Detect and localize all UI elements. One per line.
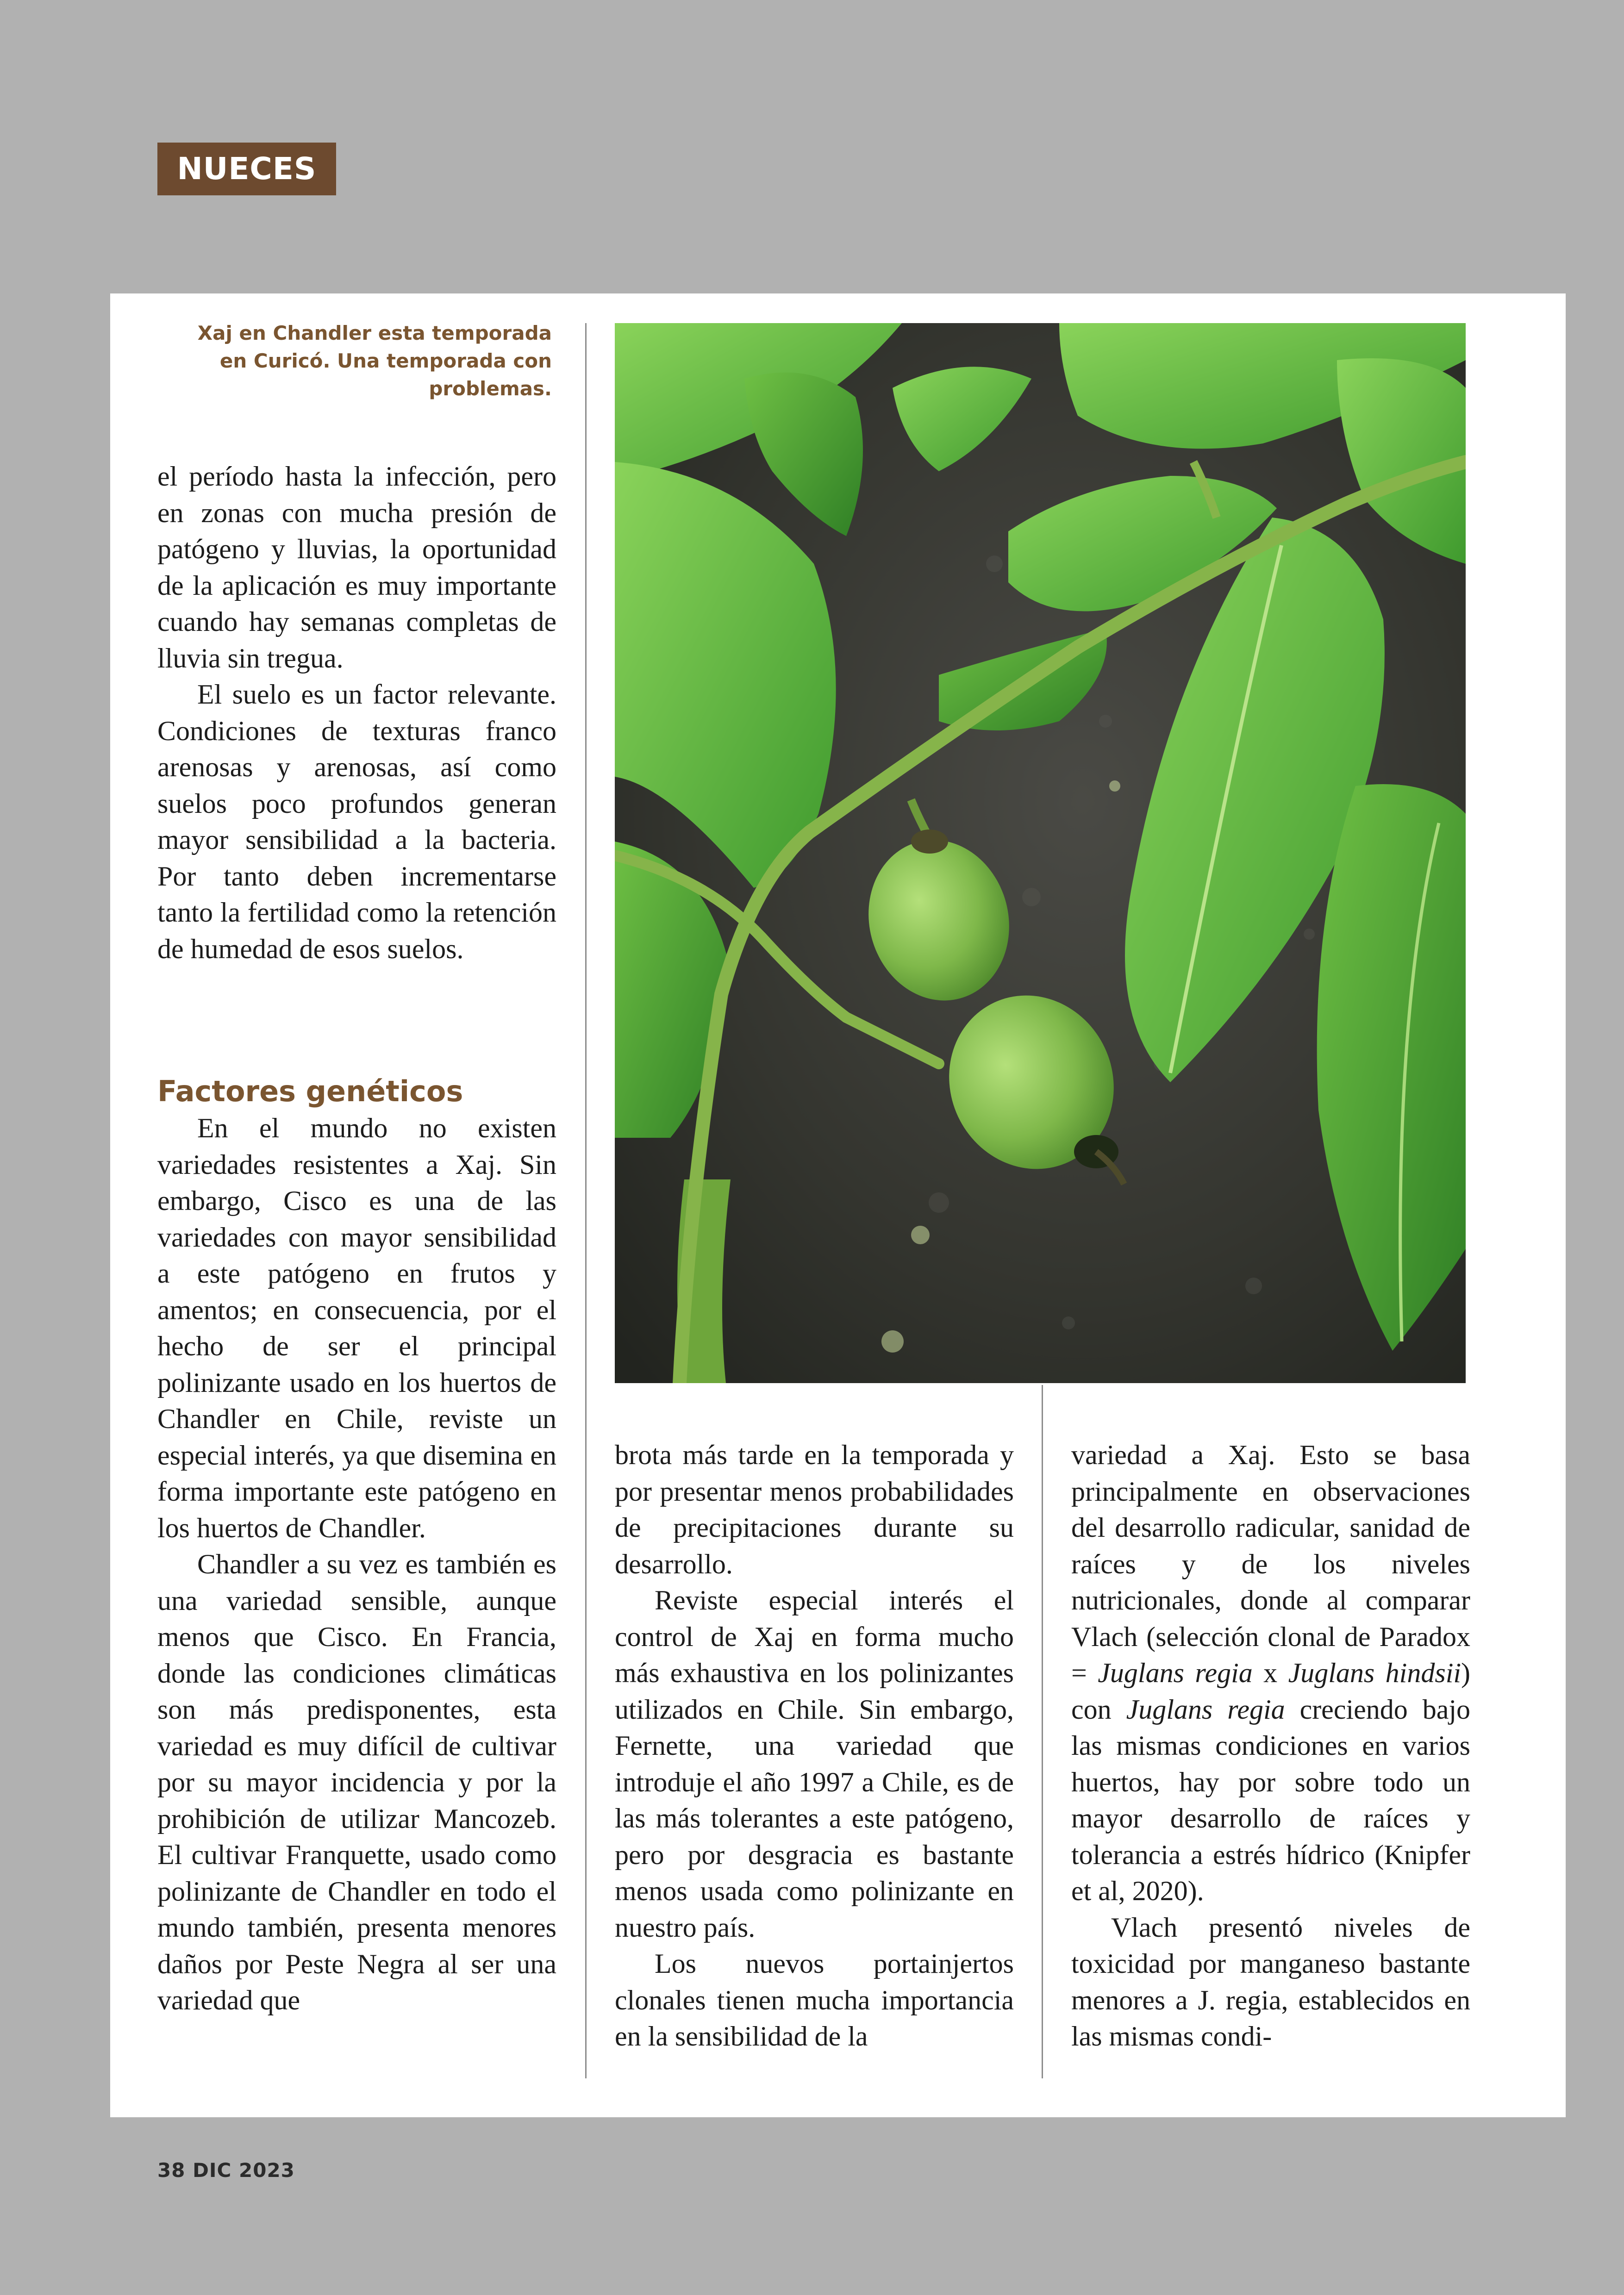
column-1-bottom [157, 1110, 556, 2019]
section-tag: NUECES [157, 143, 336, 195]
photo-caption: Xaj en Chandler esta temporada en Curicó. Una temporada con problemas. [197, 322, 552, 400]
text-run: x [1252, 1658, 1288, 1688]
column-1-top [157, 458, 556, 967]
column-rule-left [585, 323, 587, 2078]
text-run: creciendo bajo las mismas condiciones en varios huertos, hay por sobre todo un mayor desarrollo de raíces y tolerancia a estrés hídrico (Knipfer et al, 2020). [1071, 1694, 1470, 1906]
photo-walnut-branch [615, 323, 1466, 1383]
subheading-factores-geneticos: Factores genéticos [157, 1074, 463, 1108]
paragraph: En el mundo no existen variedades resistentes a Xaj. Sin embargo, Cisco es una de las variedades con mayor sensibilidad a este patógeno en frutos y amentos; en consecuencia, por el hecho de ser el principal polinizante usado en los huertos de Chandler en Chile, reviste un especial interés, ya que disemina en forma importante este patógeno en los huertos de Chandler. [157, 1113, 556, 1543]
column-3 [1071, 1437, 1470, 2055]
paragraph: brota más tarde en la temporada y por presentar menos probabilidades de precipitaciones durante su desarrollo. [615, 1440, 1014, 1579]
walnut-photo-illustration [615, 323, 1466, 1383]
page-folio: 38 DIC 2023 [157, 2159, 295, 2182]
text-run: variedad a Xaj. Esto se basa principalmente en observaciones del desarrollo radicular, sanidad de raíces y de los niveles nutricionales, donde al comparar Vlach (selección clonal de Paradox = [1071, 1440, 1470, 1688]
paragraph: Reviste especial interés el control de Xaj en forma mucho más exhaustiva en los polinizantes utilizados en Chile. Sin embargo, Fernette, una variedad que introduje el año 1997 a Chile, es de las más tolerantes a este patógeno, pero por desgracia es bastante menos usada como polinizante en nuestro país. [615, 1585, 1014, 1943]
paragraph [1071, 1437, 1470, 1909]
text-run: ) con [1071, 1658, 1471, 1725]
paragraph: Los nuevos portainjertos clonales tienen mucha importancia en la sensibilidad de la [615, 1948, 1014, 2052]
species-name: Juglans regia [1126, 1694, 1285, 1725]
column-2 [615, 1437, 1014, 2055]
column-rule-right [1042, 1385, 1043, 2078]
species-name: Juglans hindsii [1288, 1658, 1462, 1688]
paragraph: Vlach presentó niveles de toxicidad por manganeso bastante menores a J. regia, establecidos en las mismas condi- [1071, 1912, 1470, 2052]
paragraph: El suelo es un factor relevante. Condiciones de texturas franco arenosas y arenosas, así como suelos poco profundos generan mayor sensibilidad a la bacteria. Por tanto deben incrementarse tanto la fertilidad como la retención de humedad de esos suelos. [157, 679, 556, 964]
paragraph: Chandler a su vez es también es una variedad sensible, aunque menos que Cisco. En Francia, donde las condiciones climáticas son más predisponentes, esta variedad es muy difícil de cultivar por su mayor incidencia y por la prohibición de utilizar Mancozeb. El cultivar Franquette, usado como polinizante de Chandler en todo el mundo también, presenta menores daños por Peste Negra al ser una variedad que [157, 1549, 556, 2015]
species-name: Juglans regia [1098, 1658, 1253, 1688]
paragraph: el período hasta la infección, pero en zonas con mucha presión de patógeno y lluvias, la oportunidad de la aplicación es muy importante cuando hay semanas completas de lluvia sin tregua. [157, 461, 556, 674]
